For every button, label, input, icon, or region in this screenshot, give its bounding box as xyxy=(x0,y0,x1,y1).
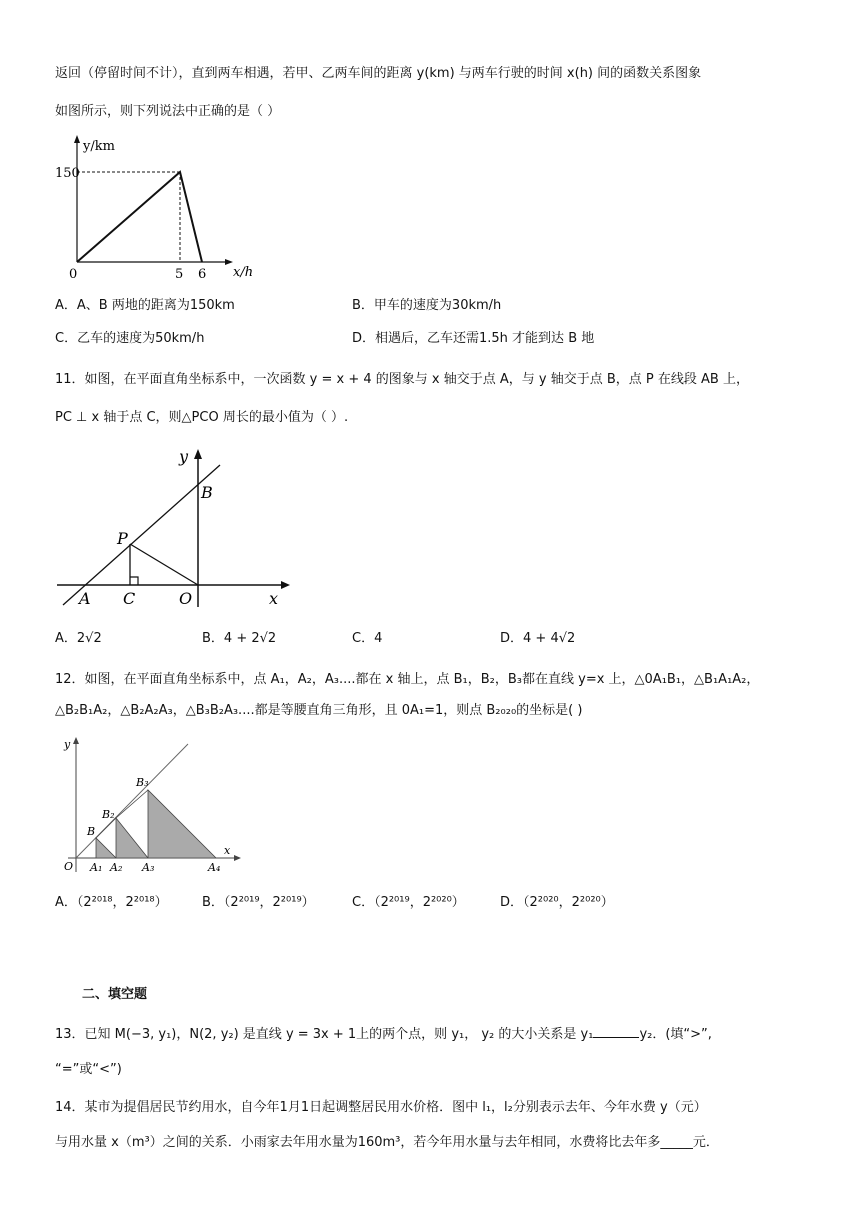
q10-origin-label: 0 xyxy=(69,267,78,282)
q10-x5-label: 5 xyxy=(175,267,184,282)
section-title-fill-in: 二、填空题 xyxy=(82,987,148,1002)
q12-x-label: x xyxy=(224,844,231,857)
q10-option-c: C．乙车的速度为50km/h xyxy=(55,331,205,346)
q11-option-a: A．2√2 xyxy=(55,631,102,646)
q11-option-d: D．4 + 4√2 xyxy=(500,631,576,646)
q10-option-b: B．甲车的速度为30km/h xyxy=(352,298,502,313)
q10-x-axis-label: x/h xyxy=(233,265,254,280)
q10-option-d: D．相遇后，乙车还需1.5h 才能到达 B 地 xyxy=(352,331,595,346)
q12-option-c: C．（2²⁰¹⁹，2²⁰²⁰） xyxy=(352,895,465,910)
q10-y-axis-label: y/km xyxy=(83,139,115,154)
q14-line1: 14．某市为提倡居民节约用水，自今年1月1日起调整居民用水价格．图中 l₁，l₂分别表示去年、今年水费 y（元） xyxy=(55,1100,707,1115)
q11-coordinate-graph xyxy=(55,440,300,615)
q11-option-b: B．4 + 2√2 xyxy=(202,631,277,646)
q12-text-line1: 12．如图，在平面直角坐标系中，点 A₁，A₂，A₃....都在 x 轴上，点 B₁，B₂，B₃都在直线 y=x 上，△0A₁B₁，△B₁A₁A₂， xyxy=(55,672,760,687)
q10-text-line2: 如图所示，则下列说法中正确的是（ ） xyxy=(55,104,281,119)
q13-line1-text-b: y₂．(填“>”, xyxy=(639,1027,712,1042)
q12-option-d: D．（2²⁰²⁰，2²⁰²⁰） xyxy=(500,895,614,910)
q12-option-a: A．（2²⁰¹⁸，2²⁰¹⁸） xyxy=(55,895,168,910)
q12-a1-label: A₁ xyxy=(90,861,103,874)
q11-b-label: B xyxy=(201,483,213,502)
q12-b1-label: B xyxy=(87,825,96,838)
q10-text-line1: 返回（停留时间不计），直到两车相遇，若甲、乙两车间的距离 y(km) 与两车行驶的时间 x(h) 间的函数关系图象 xyxy=(55,66,702,81)
q10-option-a: A．A、B 两地的距离为150km xyxy=(55,298,235,313)
q12-b2-label: B₂ xyxy=(102,808,115,821)
q13-line2: “=”或“<”) xyxy=(55,1062,122,1077)
q11-x-label: x xyxy=(269,589,279,608)
q11-text-line2: PC ⊥ x 轴于点 C，则△PCO 周长的最小值为（ ）. xyxy=(55,410,349,425)
q11-c-label: C xyxy=(123,589,136,608)
q12-a2-label: A₂ xyxy=(110,861,123,874)
q12-o-label: O xyxy=(64,860,74,873)
q10-y150-label: 150 xyxy=(55,166,80,181)
q14-line2: 与用水量 x（m³）之间的关系．小雨家去年用水量为160m³，若今年用水量与去年相同，水费将比去年多_____元． xyxy=(55,1135,719,1150)
q12-text-line2: △B₂B₁A₂，△B₂A₂A₃，△B₃B₂A₃....都是等腰直角三角形，且 0A₁=1，则点 B₂₀₂₀的坐标是( ) xyxy=(55,703,583,718)
q11-option-c: C．4 xyxy=(352,631,383,646)
q11-p-label: P xyxy=(117,529,128,548)
q11-y-label: y xyxy=(179,447,189,466)
q12-option-b: B．（2²⁰¹⁹，2²⁰¹⁹） xyxy=(202,895,315,910)
q12-a4-label: A₄ xyxy=(208,861,221,874)
q13-answer-blank[interactable] xyxy=(593,1025,639,1038)
q12-b3-label: B₃ xyxy=(136,776,149,789)
q11-text-line1: 11．如图，在平面直角坐标系中，一次函数 y = x + 4 的图象与 x 轴交于点 A，与 y 轴交于点 B，点 P 在线段 AB 上， xyxy=(55,372,749,387)
q11-a-label: A xyxy=(79,589,91,608)
q12-y-label: y xyxy=(64,738,71,751)
q10-x6-label: 6 xyxy=(198,267,207,282)
q13-line1 xyxy=(55,1025,712,1045)
q13-line1-text-a: 13．已知 M(−3, y₁)，N(2, y₂) 是直线 y = 3x + 1上的两个点，则 y₁， y₂ 的大小关系是 y₁ xyxy=(55,1027,594,1042)
q10-distance-time-graph xyxy=(55,132,285,282)
q12-triangle-graph xyxy=(58,734,243,876)
q12-a3-label: A₃ xyxy=(142,861,155,874)
q11-o-label: O xyxy=(179,589,193,608)
